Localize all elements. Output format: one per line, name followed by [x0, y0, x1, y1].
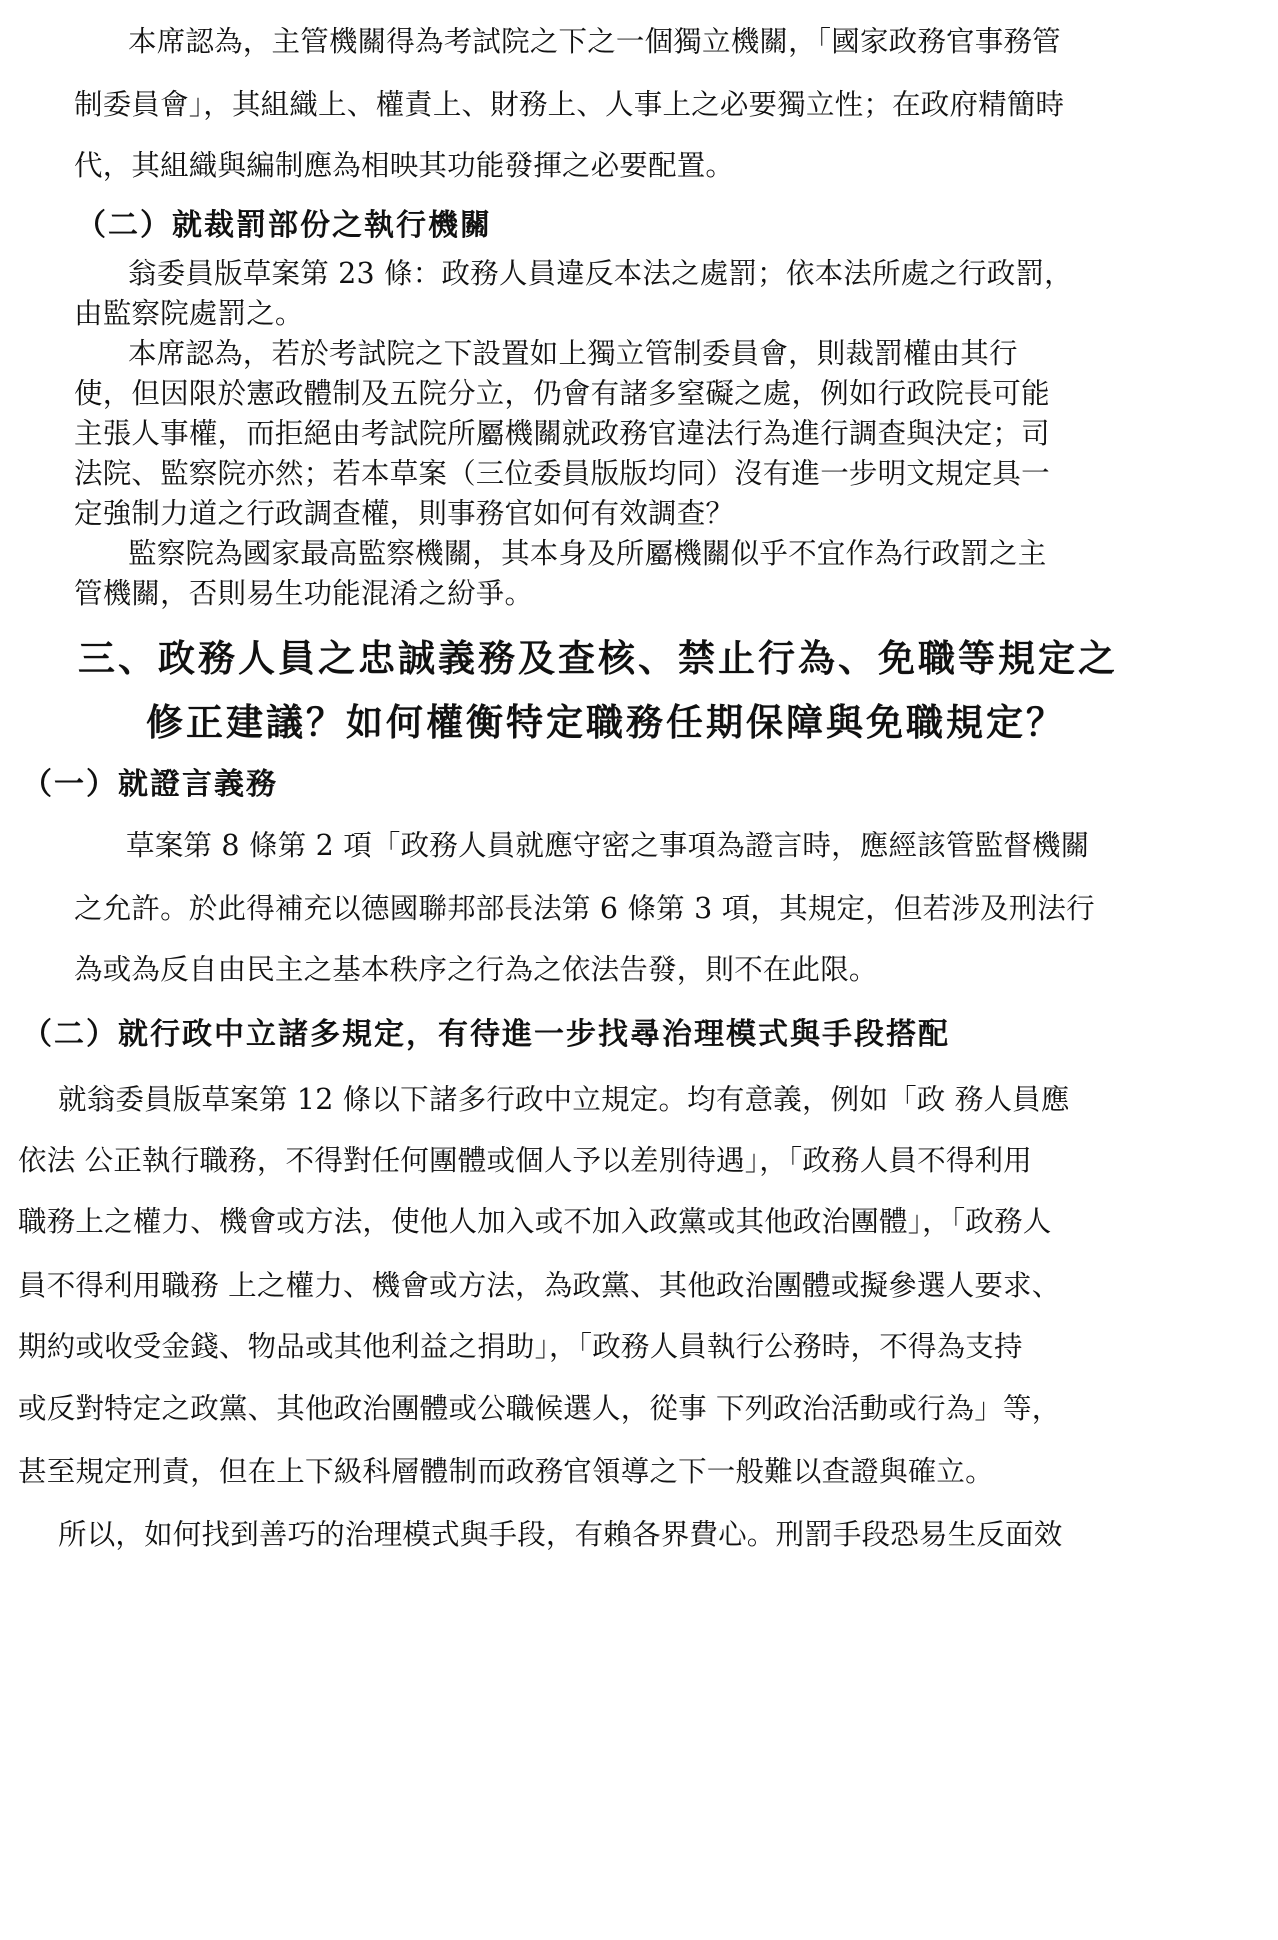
paragraph-7-line-1: 所以，如何找到善巧的治理模式與手段，有賴各界費心。刑罰手段恐易生反面效 [58, 1518, 1063, 1551]
paragraph-6-line-2: 依法 公正執行職務，不得對任何團體或個人予以差別待遇」，「政務人員不得利用 [18, 1144, 1032, 1177]
main-heading-line-1: 三、政務人員之忠誠義務及查核、禁止行為、免職等規定之 [78, 636, 1118, 680]
paragraph-5-line-3: 為或為反自由民主之基本秩序之行為之依法告發，則不在此限。 [74, 953, 878, 986]
paragraph-5-line-2: 之允許。於此得補充以德國聯邦部長法第 6 條第 3 項，其規定，但若涉及刑法行 [74, 892, 1095, 925]
paragraph-6-line-4: 員不得利用職務 上之權力、機會或方法，為政黨、其他政治團體或擬參選人要求、 [18, 1269, 1061, 1302]
paragraph-2-line-2: 由監察院處罰之。 [74, 297, 304, 330]
main-heading-line-2: 修正建議？如何權衡特定職務任期保障與免職規定？ [146, 700, 1066, 744]
paragraph-1-line-3: 代，其組織與編制應為相映其功能發揮之必要配置。 [74, 149, 735, 182]
paragraph-3-line-3: 主張人事權，而拒絕由考試院所屬機關就政務官違法行為進行調查與決定；司 [74, 417, 1050, 450]
paragraph-3-line-2: 使，但因限於憲政體制及五院分立，仍會有諸多窒礙之處，例如行政院長可能 [74, 377, 1050, 410]
section-2-heading: （二）就裁罰部份之執行機關 [76, 208, 492, 243]
paragraph-1-line-1: 本席認為，主管機關得為考試院之下之一個獨立機關，「國家政務官事務管 [128, 25, 1061, 58]
paragraph-3-line-1: 本席認為，若於考試院之下設置如上獨立管制委員會，則裁罰權由其行 [128, 337, 1018, 370]
paragraph-2-line-1: 翁委員版草案第 23 條：政務人員違反本法之處罰；依本法所處之行政罰， [128, 257, 1073, 290]
paragraph-4-line-2: 管機關，否則易生功能混淆之紛爭。 [74, 577, 534, 610]
paragraph-4-line-1: 監察院為國家最高監察機關，其本身及所屬機關似乎不宜作為行政罰之主 [128, 537, 1047, 570]
paragraph-6-line-6: 或反對特定之政黨、其他政治團體或公職候選人，從事 下列政治活動或行為」等， [18, 1392, 1061, 1425]
paragraph-5-line-1: 草案第 8 條第 2 項「政務人員就應守密之事項為證言時，應經該管監督機關 [126, 829, 1090, 862]
paragraph-6-line-3: 職務上之權力、機會或方法，使他人加入或不加入政黨或其他政治團體」，「政務人 [18, 1205, 1052, 1238]
subsection-1-heading: （一）就證言義務 [22, 767, 278, 802]
subsection-2-heading: （二）就行政中立諸多規定，有待進一步找尋治理模式與手段搭配 [22, 1017, 950, 1052]
paragraph-3-line-4: 法院、監察院亦然；若本草案（三位委員版版均同）沒有進一步明文規定具一 [74, 457, 1050, 490]
paragraph-6-line-7: 甚至規定刑責，但在上下級科層體制而政務官領導之下一般難以查證與確立。 [18, 1455, 994, 1488]
paragraph-3-line-5: 定強制力道之行政調查權，則事務官如何有效調查？ [74, 497, 735, 530]
paragraph-6-line-1: 就翁委員版草案第 12 條以下諸多行政中立規定。均有意義，例如「政 務人員應 [58, 1083, 1070, 1116]
paragraph-1-line-2: 制委員會」，其組織上、權責上、財務上、人事上之必要獨立性；在政府精簡時 [74, 88, 1065, 121]
paragraph-6-line-5: 期約或收受金錢、物品或其他利益之捐助」，「政務人員執行公務時，不得為支持 [18, 1330, 1023, 1363]
